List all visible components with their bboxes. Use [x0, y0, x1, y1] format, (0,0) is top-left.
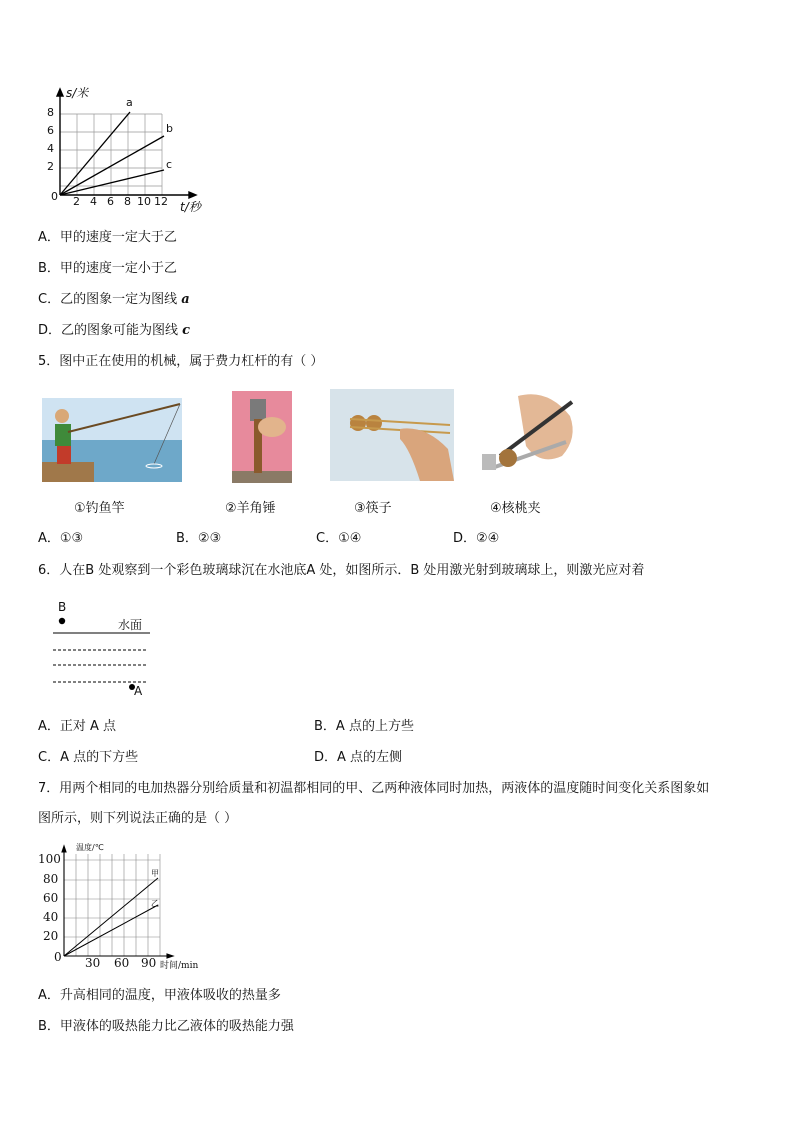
- q6-pool-figure: [48, 600, 158, 700]
- q7-option-b[interactable]: B．甲液体的吸热能力比乙液体的吸热能力强: [38, 1019, 294, 1034]
- q7-temperature-time-graph: [36, 842, 206, 972]
- q4-x-tick: 10: [137, 195, 151, 208]
- q4-option-b[interactable]: B．甲的速度一定小于乙: [38, 261, 177, 276]
- q4-option-d[interactable]: D．乙的图象可能为图线 c: [38, 323, 191, 338]
- q4-x-tick: 12: [154, 195, 168, 208]
- q6-option-a[interactable]: A．正对 A 点: [38, 719, 117, 734]
- claw-hammer-image: [232, 391, 292, 483]
- caption-fishing-rod: ①钓鱼竿: [74, 501, 125, 516]
- q4-x-tick: 4: [90, 195, 97, 208]
- line-yi: [64, 905, 158, 956]
- q7-y-axis-label: 温度/℃: [76, 843, 104, 852]
- fishing-rod-image: [42, 398, 182, 482]
- q5-option-d[interactable]: D．②④: [453, 531, 500, 546]
- q4-y-tick: 2: [47, 160, 54, 173]
- nutcracker-image: [470, 386, 580, 483]
- line-jia: [64, 878, 158, 956]
- q7-x-tick: 60: [114, 956, 130, 970]
- q7-y-tick: 80: [43, 872, 59, 886]
- line-c: [60, 170, 164, 195]
- q4-line-label-a: a: [126, 96, 133, 109]
- point-b-label: B: [58, 600, 67, 614]
- point-a-label: A: [134, 684, 143, 698]
- q7-line-label-yi: 乙: [151, 899, 159, 908]
- q4-x-tick: 2: [73, 195, 80, 208]
- q4-y-axis-label: s/米: [66, 86, 89, 100]
- q6-option-b[interactable]: B．A 点的上方些: [314, 719, 414, 734]
- q7-y-tick: 40: [43, 910, 59, 924]
- water-surface-label: 水面: [118, 618, 143, 632]
- q5-option-c[interactable]: C．①④: [316, 531, 362, 546]
- q7-stem-line1: 7．用两个相同的电加热器分别给质量和初温都相同的甲、乙两种液体同时加热，两液体的温度随时间变化关系图象如: [38, 781, 710, 796]
- caption-chopsticks: ③筷子: [354, 501, 392, 516]
- q5-option-b[interactable]: B．②③: [176, 531, 222, 546]
- q4-x-tick: 8: [124, 195, 131, 208]
- q7-x-axis-label: 时间/min: [160, 961, 199, 971]
- q7-stem-line2: 图所示，则下列说法正确的是（ ）: [38, 811, 238, 826]
- q4-x-tick: 6: [107, 195, 114, 208]
- q6-option-d[interactable]: D．A 点的左侧: [314, 750, 403, 765]
- chopsticks-image: [330, 389, 454, 481]
- q7-line-label-jia: 甲: [151, 869, 159, 878]
- q7-x-tick: 30: [85, 956, 101, 970]
- q6-stem: 6．人在B 处观察到一个彩色玻璃球沉在水池底A 处，如图所示．B 处用激光射到玻璃球上，则激光应对着: [38, 563, 645, 578]
- q7-y-tick: 100: [38, 852, 61, 866]
- q4-x-axis-label: t/秒: [180, 200, 201, 214]
- q7-origin: 0: [54, 950, 62, 964]
- q4-origin: 0: [51, 190, 58, 203]
- q4-option-c[interactable]: C．乙的图象一定为图线 a: [38, 292, 190, 307]
- q4-y-tick: 6: [47, 124, 54, 137]
- q5-stem: 5．图中正在使用的机械，属于费力杠杆的有（ ）: [38, 354, 324, 369]
- q4-option-a[interactable]: A．甲的速度一定大于乙: [38, 230, 177, 245]
- caption-nutcracker: ④核桃夹: [490, 501, 541, 516]
- caption-claw-hammer: ②羊角锤: [225, 501, 276, 516]
- q7-option-a[interactable]: A．升高相同的温度，甲液体吸收的热量多: [38, 988, 281, 1003]
- line-a: [60, 112, 130, 195]
- q7-y-tick: 60: [43, 891, 59, 905]
- q4-distance-time-graph: [40, 80, 220, 215]
- q5-option-a[interactable]: A．①③: [38, 531, 84, 546]
- q6-option-c[interactable]: C．A 点的下方些: [38, 750, 139, 765]
- q4-y-tick: 8: [47, 106, 54, 119]
- q4-line-label-b: b: [166, 122, 173, 135]
- q4-y-tick: 4: [47, 142, 54, 155]
- q7-x-tick: 90: [141, 956, 157, 970]
- q7-y-tick: 20: [43, 929, 59, 943]
- q4-line-label-c: c: [166, 158, 173, 171]
